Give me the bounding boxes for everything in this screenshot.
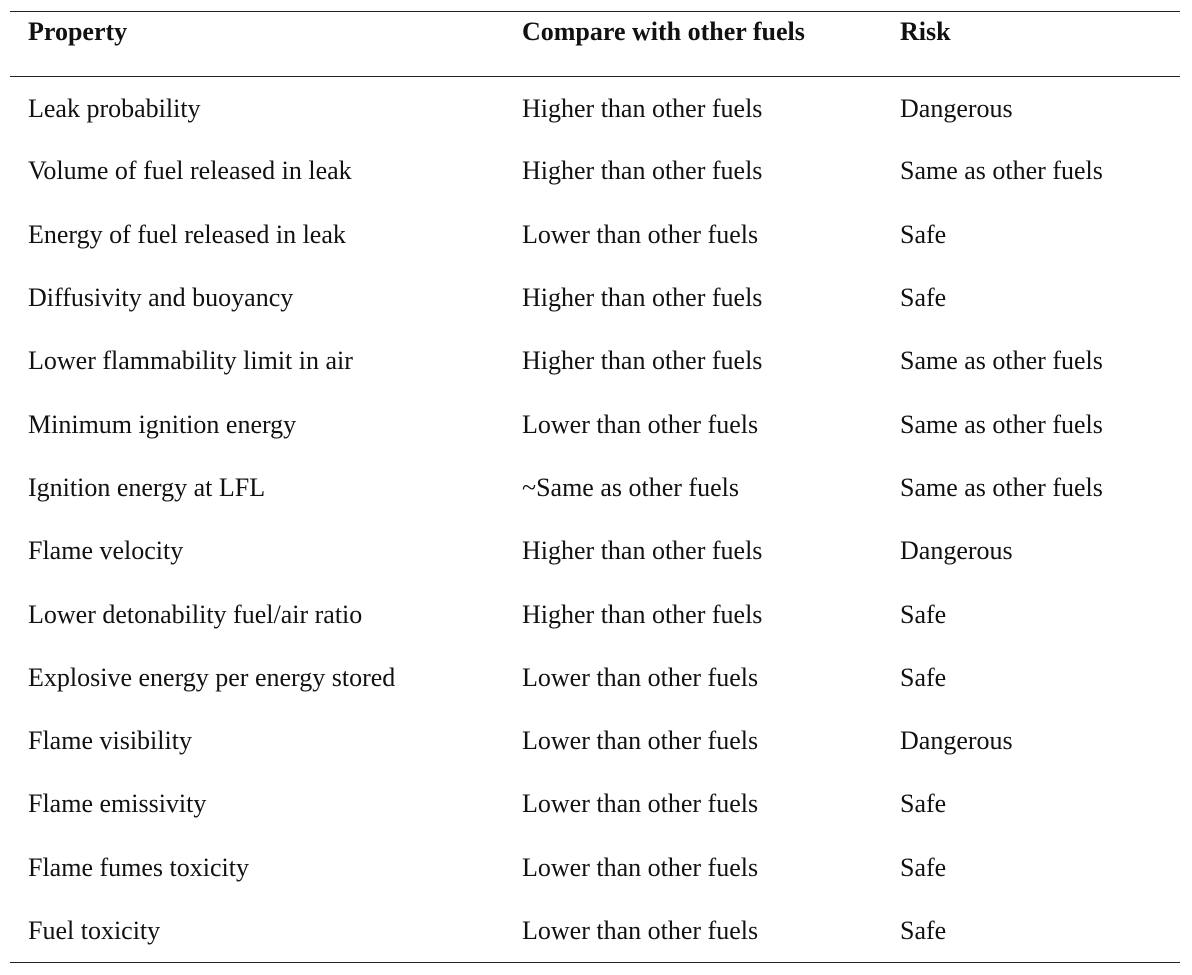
cell-property: Energy of fuel released in leak: [28, 219, 346, 249]
table-row: [10, 520, 1180, 583]
cell-risk: Dangerous: [900, 94, 1013, 124]
table-row: [10, 393, 1180, 456]
cell-risk: Same as other fuels: [900, 409, 1103, 439]
cell-property: Flame visibility: [28, 726, 192, 756]
cell-risk: Safe: [900, 789, 947, 819]
cell-compare: Higher than other fuels: [522, 156, 763, 186]
cell-property: Lower flammability limit in air: [28, 346, 353, 376]
cell-risk: Safe: [887, 899, 1180, 962]
cell-property: Minimum ignition energy: [28, 409, 297, 439]
cell-compare: Lower than other fuels: [522, 726, 759, 756]
cell-risk: Dangerous: [900, 726, 1013, 756]
table-header: [10, 12, 1180, 77]
fuel-risk-table: [10, 11, 1180, 963]
cell-compare: Higher than other fuels: [522, 94, 763, 124]
cell-risk: Safe: [900, 219, 947, 249]
cell-compare: Lower than other fuels: [504, 899, 887, 962]
cell-property: Lower detonability fuel/air ratio: [28, 599, 363, 629]
table-row: [10, 836, 1180, 899]
header-risk: Risk: [887, 12, 1180, 77]
cell-compare: Higher than other fuels: [522, 599, 763, 629]
cell-property: Flame fumes toxicity: [28, 852, 249, 882]
cell-property: Diffusivity and buoyancy: [28, 283, 294, 313]
cell-property: Flame velocity: [28, 536, 184, 566]
cell-risk: Safe: [900, 283, 947, 313]
table-row: [10, 266, 1180, 329]
header-property: Property: [10, 12, 504, 77]
table-row: [10, 646, 1180, 709]
cell-compare: Higher than other fuels: [522, 283, 763, 313]
table-row: [10, 583, 1180, 646]
cell-risk: Safe: [900, 662, 947, 692]
table-body: [10, 77, 1180, 963]
header-row: [10, 12, 1180, 77]
cell-compare: Higher than other fuels: [522, 536, 763, 566]
cell-compare: Lower than other fuels: [522, 219, 759, 249]
cell-compare: ~Same as other fuels: [522, 472, 739, 502]
cell-property: Volume of fuel released in leak: [28, 156, 352, 186]
table-row: [10, 203, 1180, 266]
cell-compare: Higher than other fuels: [522, 346, 763, 376]
cell-compare: Lower than other fuels: [522, 409, 759, 439]
table-row: [10, 709, 1180, 772]
cell-compare: Lower than other fuels: [522, 789, 759, 819]
header-compare: Compare with other fuels: [504, 12, 887, 77]
cell-property: Ignition energy at LFL: [28, 472, 266, 502]
cell-property: Leak probability: [28, 94, 201, 124]
cell-property: Fuel toxicity: [10, 899, 504, 962]
cell-property: Flame emissivity: [28, 789, 207, 819]
table-row: [10, 773, 1180, 836]
cell-risk: Safe: [900, 852, 947, 882]
cell-risk: Dangerous: [900, 536, 1013, 566]
table-row: [10, 140, 1180, 203]
cell-compare: Lower than other fuels: [522, 852, 759, 882]
table-row: [10, 330, 1180, 393]
cell-risk: Same as other fuels: [900, 472, 1103, 502]
table-row: [10, 899, 1180, 962]
cell-property: Explosive energy per energy stored: [28, 662, 396, 692]
table-row: [10, 456, 1180, 519]
cell-risk: Same as other fuels: [900, 156, 1103, 186]
table-row: [10, 77, 1180, 140]
cell-risk: Safe: [900, 599, 947, 629]
cell-compare: Lower than other fuels: [522, 662, 759, 692]
cell-risk: Same as other fuels: [900, 346, 1103, 376]
